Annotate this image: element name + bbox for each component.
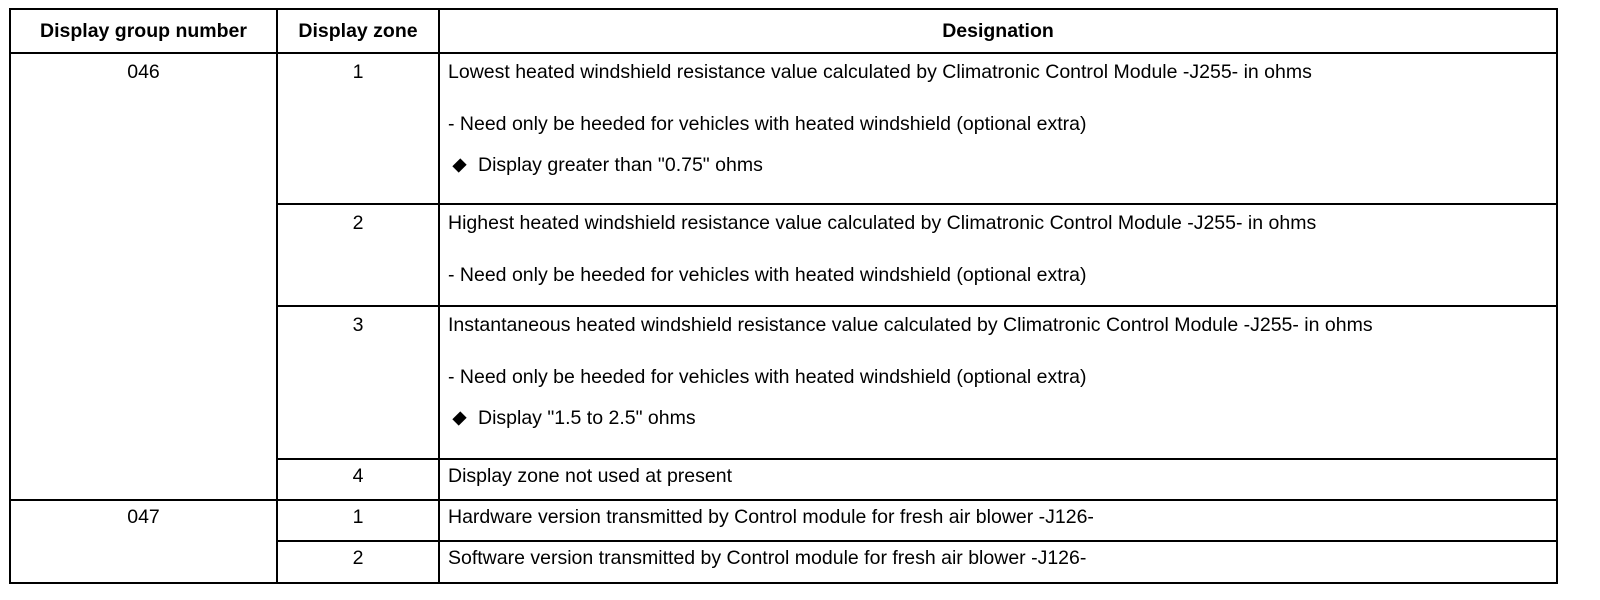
zone-cell: 1 bbox=[277, 53, 439, 204]
designation-text: Hardware version transmitted by Control module for fresh air blower -J126- bbox=[448, 506, 1094, 528]
designation-bullet bbox=[448, 154, 1556, 176]
display-group-table bbox=[9, 8, 1558, 584]
bullet-text: Display greater than "0.75" ohms bbox=[478, 154, 763, 176]
designation-text: Highest heated windshield resistance value calculated by Climatronic Control Module -J255- in ohms bbox=[448, 212, 1317, 234]
designation-note: - Need only be heeded for vehicles with heated windshield (optional extra) bbox=[448, 264, 1087, 286]
zone-cell: 3 bbox=[277, 306, 439, 459]
header-designation: Designation bbox=[439, 9, 1557, 53]
designation-bullet bbox=[448, 407, 1556, 429]
zone-cell: 2 bbox=[277, 541, 439, 583]
table-row bbox=[10, 53, 1557, 204]
designation-text: Display zone not used at present bbox=[448, 465, 733, 487]
zone-cell: 2 bbox=[277, 204, 439, 306]
designation-cell bbox=[439, 541, 1557, 583]
designation-cell bbox=[439, 459, 1557, 500]
designation-cell bbox=[439, 204, 1557, 306]
designation-text: Lowest heated windshield resistance value calculated by Climatronic Control Module -J255- in ohms bbox=[448, 61, 1312, 83]
zone-cell: 1 bbox=[277, 500, 439, 541]
designation-text: Instantaneous heated windshield resistance value calculated by Climatronic Control Module -J255- in ohms bbox=[448, 314, 1373, 336]
designation-note: - Need only be heeded for vehicles with heated windshield (optional extra) bbox=[448, 113, 1087, 135]
designation-text: Software version transmitted by Control module for fresh air blower -J126- bbox=[448, 547, 1087, 569]
header-display-group-number: Display group number bbox=[10, 9, 277, 53]
designation-cell bbox=[439, 306, 1557, 459]
designation-cell bbox=[439, 53, 1557, 204]
diamond-bullet-icon bbox=[452, 158, 466, 172]
table-header-row bbox=[10, 9, 1557, 53]
designation-note: - Need only be heeded for vehicles with heated windshield (optional extra) bbox=[448, 366, 1087, 388]
table-row bbox=[10, 500, 1557, 541]
zone-cell: 4 bbox=[277, 459, 439, 500]
group-number-cell: 047 bbox=[10, 500, 277, 583]
bullet-text: Display "1.5 to 2.5" ohms bbox=[478, 407, 696, 429]
diamond-bullet-icon bbox=[452, 411, 466, 425]
group-number-cell: 046 bbox=[10, 53, 277, 500]
designation-cell bbox=[439, 500, 1557, 541]
header-display-zone: Display zone bbox=[277, 9, 439, 53]
